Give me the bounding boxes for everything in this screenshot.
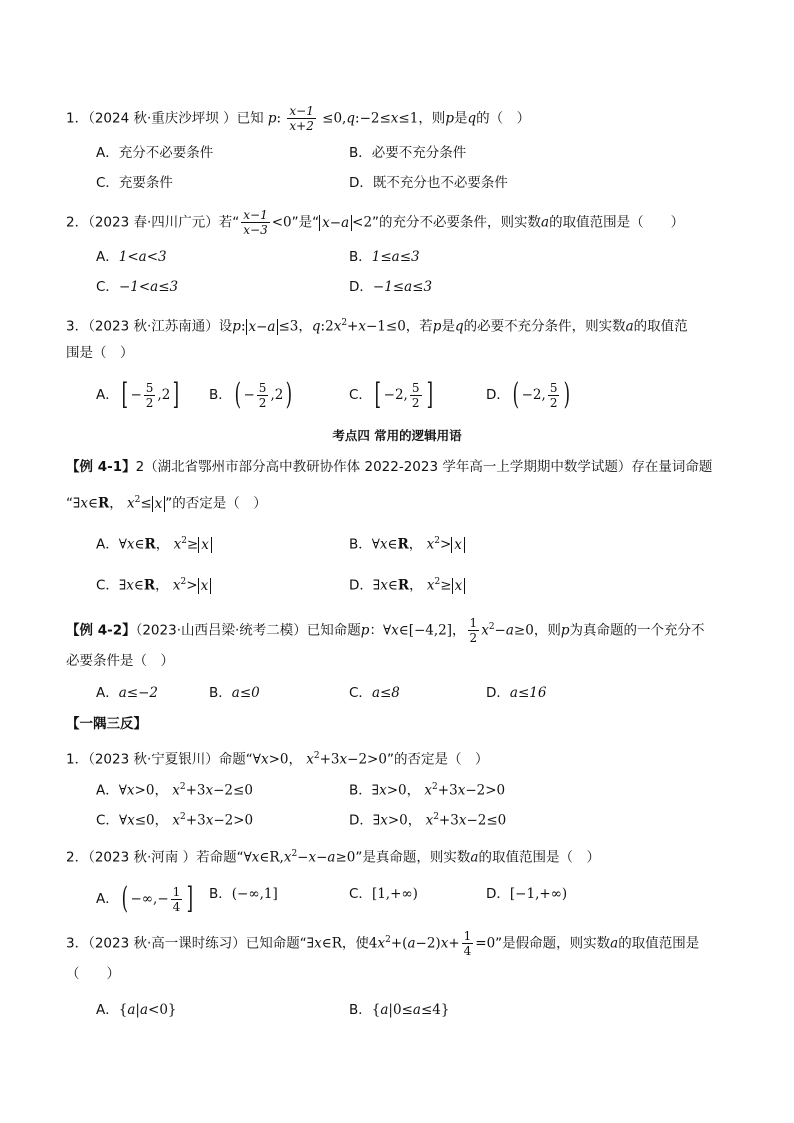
q1-option-b[interactable]: B．必要不充分条件 bbox=[349, 145, 467, 161]
q1-option-a[interactable]: A．充分不必要条件 bbox=[96, 145, 214, 161]
ex2-option-a[interactable]: A．a≤−2 bbox=[96, 685, 159, 701]
p2-option-a[interactable]: A．( −∞,− $\frac{1}{4}$ ] bbox=[96, 881, 194, 916]
ex1-option-b[interactable]: B．∀x∈R， $x^2> x$ bbox=[349, 531, 465, 555]
practice-title: 【一隅三反】 bbox=[66, 716, 147, 732]
q2-option-a[interactable]: A．1<a<3 bbox=[96, 249, 167, 265]
ex2-stem-line2: 必要条件是（ ） bbox=[66, 653, 174, 669]
q2-option-d[interactable]: D．−1≤a≤3 bbox=[349, 279, 433, 295]
p1-option-b[interactable]: B．∃x>0， $x^2+3x-2>0$ bbox=[349, 782, 506, 799]
fraction: $\frac{x-1}{x+2}$ bbox=[289, 104, 314, 133]
q1-option-c[interactable]: C．充要条件 bbox=[96, 175, 173, 191]
q3-option-a[interactable]: A．[ − $\frac{5}{2}$ ,2] bbox=[96, 377, 180, 412]
ex2-option-d[interactable]: D．a≤16 bbox=[486, 685, 547, 701]
p1-option-c[interactable]: C．∀x≤0， $x^2+3x-2>0$ bbox=[96, 812, 254, 829]
ex1-option-d[interactable]: D．∃x∈R， $x^2\ge x$ bbox=[349, 572, 465, 596]
q3-stem-line2: 围是（ ） bbox=[66, 345, 134, 361]
p2-option-c[interactable]: C．[1,+∞) bbox=[349, 886, 418, 902]
ex1-option-a[interactable]: A．∀x∈R， $x^2\ge x$ bbox=[96, 531, 212, 555]
section-title: 考点四 常用的逻辑用语 bbox=[332, 428, 462, 443]
ex1-option-c[interactable]: C．∃x∈R， $x^2> x$ bbox=[96, 572, 211, 596]
ex1-stem: 【例 4-1】2（湖北省鄂州市部分高中教研协作体 2022-2023 学年高一上学期期中数学试题）存在量词命题 bbox=[66, 459, 713, 475]
ex2-stem: 【例 4-2】（2023·山西吕梁·统考二模）已知命题p：∀x∈[−4,2]， $\frac{1}{2}$ $x^2-a\ge 0$，则p为真命题的一个充分不 bbox=[66, 616, 705, 645]
ex1-stem-line2: “∃x∈R， $x^2\le x$ ”的否定是（ ） bbox=[66, 495, 267, 512]
q2-option-b[interactable]: B．1≤a≤3 bbox=[349, 249, 420, 265]
p1-option-d[interactable]: D．∃x>0， $x^2+3x-2\le 0$ bbox=[349, 812, 507, 829]
p1-option-a[interactable]: A．∀x>0， $x^2+3x-2\le 0$ bbox=[96, 782, 253, 799]
fraction: $\frac{x-1}{x-3}$ bbox=[243, 208, 268, 237]
ex2-option-b[interactable]: B．a≤0 bbox=[209, 685, 260, 701]
q3-option-b[interactable]: B．( − $\frac{5}{2}$ ,2) bbox=[209, 377, 293, 412]
q1-stem: 1．（2024 秋·重庆沙坪坝 ）已知 p: $\frac{x-1}{x+2}$ ≤0,q:−2≤x≤1，则p是q的（ ） bbox=[66, 104, 531, 133]
p1-stem: 1．（2023 秋·宁夏银川）命题“∀x>0， $x^2+3x-2>0$”的否定是（ ） bbox=[66, 751, 489, 768]
p3-stem-line2: （ ） bbox=[66, 966, 120, 982]
q3-option-d[interactable]: D．( −2, $\frac{5}{2}$ ) bbox=[486, 377, 571, 412]
q1-option-d[interactable]: D．既不充分也不必要条件 bbox=[349, 175, 508, 191]
q3-option-c[interactable]: C．[ −2, $\frac{5}{2}$ ] bbox=[349, 377, 433, 412]
p2-option-d[interactable]: D．[−1,+∞) bbox=[486, 886, 568, 902]
q2-option-c[interactable]: C．−1<a≤3 bbox=[96, 279, 179, 295]
ex2-option-c[interactable]: C．a≤8 bbox=[349, 685, 400, 701]
p3-option-a[interactable]: A．{a|a<0} bbox=[96, 1002, 177, 1018]
q3-stem: 3．（2023 秋·江苏南通）设p: x−a ≤3，$q:2x^2+x-1\le 0$，若p是q的必要不充分条件，则实数a的取值范 bbox=[66, 318, 688, 335]
p3-option-b[interactable]: B．{a|0≤a≤4} bbox=[349, 1002, 450, 1018]
q2-stem: 2．（2023 春·四川广元）若“ $\frac{x-1}{x-3}$ <0”是“ x−a <2”的充分不必要条件，则实数a的取值范围是（ ） bbox=[66, 208, 685, 237]
p2-stem: 2．（2023 秋·河南 ）若命题“$\forall x\in R,x^2-x-a\ge 0$”是真命题，则实数a的取值范围是（ ） bbox=[66, 849, 600, 866]
p3-stem: 3．（2023 秋·高一课时练习）已知命题“∃x∈R，使$4x^2+(a-2)x+$ $\frac{1}{4}$ =0”是假命题，则实数a的取值范围是 bbox=[66, 929, 700, 958]
p2-option-b[interactable]: B．(−∞,1] bbox=[209, 886, 278, 902]
